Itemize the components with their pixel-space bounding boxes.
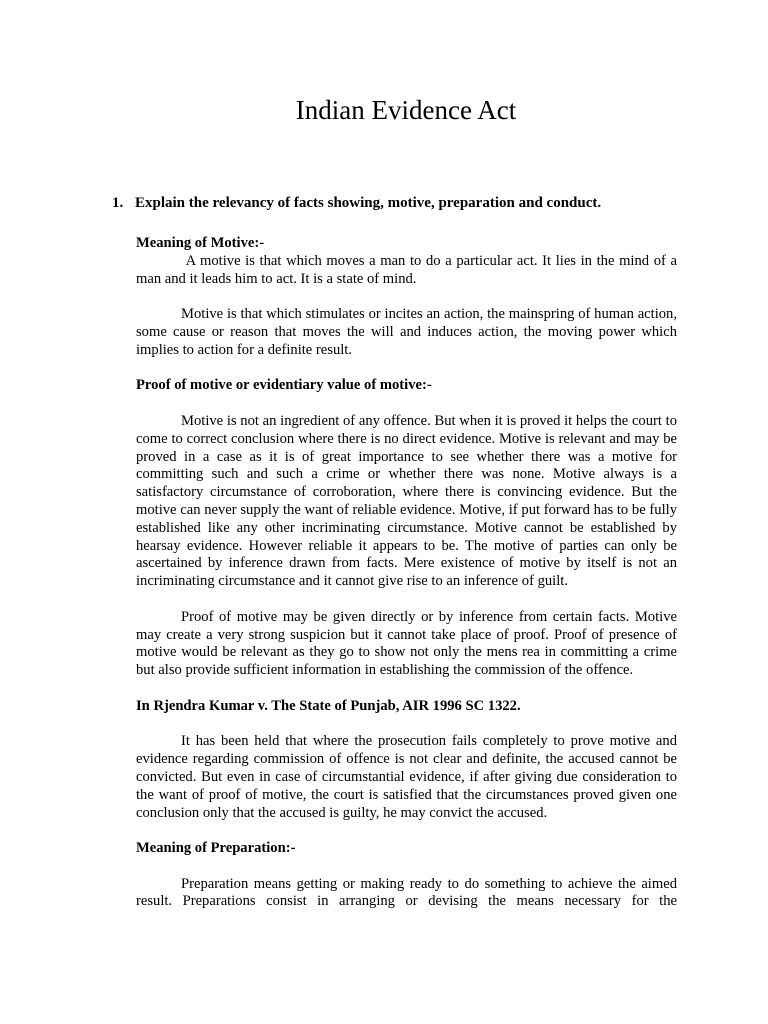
paragraph-proof-of-motive-1: Motive is not an ingredient of any offence. But when it is proved it helps the court to come to correct conclusion where there is no direct evidence. Motive is relevant and may be proved in a case as it is of great importance to see whether there was a motive for committing such and such a crime or whether there was none. Motive always is a satisfactory circumstance of corroboration, where there is convincing evidence. But the motive can never supply the want of reliable evidence. Motive, if put forward has to be fully established like any other incriminating circumstance. Motive cannot be established by hearsay evidence. However reliable it appears to be. The motive of parties can only be ascertained by inference drawn from facts. Mere existence of motive by itself is not an incriminating circumstance and it cannot give rise to an inference of guilt. [136,412,677,590]
paragraph-motive-definition: A motive is that which moves a man to do a particular act. It lies in the mind of a man and it leads him to act. It is a state of mind. [136,252,677,287]
paragraph-motive-stimulus: Motive is that which stimulates or incites an action, the mainspring of human action, some cause or reason that moves the will and induces action, the moving power which implies to action for a definite result. [136,306,677,358]
document-body [136,235,677,911]
section-heading-motive: Meaning of Motive:- [136,235,265,251]
section-heading-case-citation: In Rjendra Kumar v. The State of Punjab, AIR 1996 SC 1322. [136,697,521,714]
document-title: Indian Evidence Act [295,95,517,125]
paragraph-preparation-definition: Preparation means getting or making ready to do something to achieve the aimed result. Preparations consist in arranging or devising the means necessary for the [136,875,677,910]
question-number: 1. [112,195,124,211]
question-heading [112,194,712,212]
paragraph-proof-of-motive-2: Proof of motive may be given directly or by inference from certain facts. Motive may create a very strong suspicion but it cannot take place of proof. Proof of presence of motive would be relevant as they go to show not only the mens rea in committing a crime but also provide sufficient information in establishing the commission of the offence. [136,608,677,679]
paragraph-case-holding: It has been held that where the prosecution fails completely to prove motive and evidence regarding commission of offence is not clear and definite, the accused cannot be convicted. But even in case of circumstantial evidence, if after giving due consideration to the want of proof of motive, the court is satisfied that the circumstances proved given one conclusion only that the accused is guilty, he may convict the accused. [136,733,677,821]
section-heading-preparation: Meaning of Preparation:- [136,840,296,857]
question-text: Explain the relevancy of facts showing, motive, preparation and conduct. [135,195,602,211]
section-heading-proof-of-motive: Proof of motive or evidentiary value of motive:- [136,377,432,394]
